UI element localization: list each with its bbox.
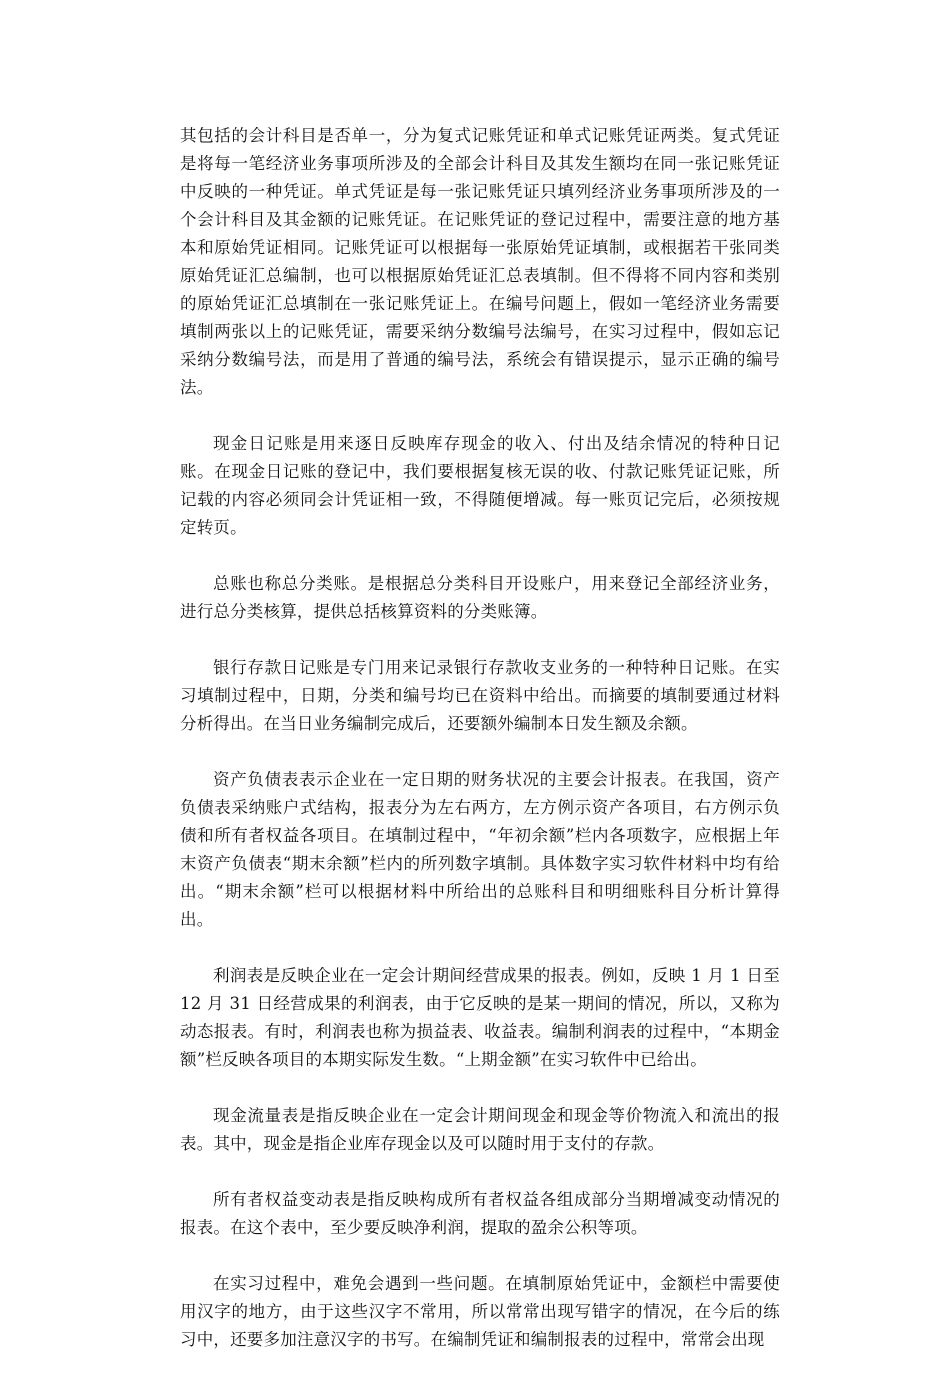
paragraph-income-statement: 利润表是反映企业在一定会计期间经营成果的报表。例如，反映 1 月 1 日至 12 月 31 日经营成果的利润表，由于它反映的是某一期间的情况，所以，又称为动态报表。有时，利润表也称为损益表、收益表。编制利润表的过程中，“本期金额”栏反映各项目的本期实际发生数。“上期金额”在实习软件中已给出。 <box>180 966 780 1069</box>
paragraph-equity-changes: 所有者权益变动表是指反映构成所有者权益各组成部分当期增减变动情况的报表。在这个表中，至少要反映净利润，提取的盈余公积等项。 <box>180 1190 780 1237</box>
paragraph-bank-journal: 银行存款日记账是专门用来记录银行存款收支业务的一种特种日记账。在实习填制过程中，日期，分类和编号均已在资料中给出。而摘要的填制要通过材料分析得出。在当日业务编制完成后，还要额外编制本日发生额及余额。 <box>180 658 780 733</box>
paragraph-cash-journal: 现金日记账是用来逐日反映库存现金的收入、付出及结余情况的特种日记账。在现金日记账的登记中，我们要根据复核无误的收、付款记账凭证记账，所记载的内容必须同会计凭证相一致，不得随便增减。每一账页记完后，必须按规定转页。 <box>180 434 780 537</box>
paragraph-cash-flow: 现金流量表是指反映企业在一定会计期间现金和现金等价物流入和流出的报表。其中，现金是指企业库存现金以及可以随时用于支付的存款。 <box>180 1106 780 1153</box>
document-body <box>180 122 780 1382</box>
paragraph-general-ledger: 总账也称总分类账。是根据总分类科目开设账户，用来登记全部经济业务，进行总分类核算，提供总括核算资料的分类账簿。 <box>180 574 780 621</box>
paragraph-practice-problems: 在实习过程中，难免会遇到一些问题。在填制原始凭证中，金额栏中需要使用汉字的地方，由于这些汉字不常用，所以常常出现写错字的情况，在今后的练习中，还要多加注意汉字的书写。在编制凭证和编制报表的过程中，常常会出现 <box>180 1274 780 1349</box>
paragraph-balance-sheet: 资产负债表表示企业在一定日期的财务状况的主要会计报表。在我国，资产负债表采纳账户式结构，报表分为左右两方，左方例示资产各项目，右方例示负债和所有者权益各项目。在填制过程中，“年初余额”栏内各项数字，应根据上年末资产负债表“期末余额”栏内的所列数字填制。具体数字实习软件材料中均有给出。“期末余额”栏可以根据材料中所给出的总账科目和明细账科目分析计算得出。 <box>180 770 780 929</box>
paragraph-voucher-types: 其包括的会计科目是否单一，分为复式记账凭证和单式记账凭证两类。复式凭证是将每一笔经济业务事项所涉及的全部会计科目及其发生额均在同一张记账凭证中反映的一种凭证。单式凭证是每一张记账凭证只填列经济业务事项所涉及的一个会计科目及其金额的记账凭证。在记账凭证的登记过程中，需要注意的地方基本和原始凭证相同。记账凭证可以根据每一张原始凭证填制，或根据若干张同类原始凭证汇总编制，也可以根据原始凭证汇总表填制。但不得将不同内容和类别的原始凭证汇总填制在一张记账凭证上。在编号问题上，假如一笔经济业务需要填制两张以上的记账凭证，需要采纳分数编号法编号，在实习过程中，假如忘记采纳分数编号法，而是用了普通的编号法，系统会有错误提示，显示正确的编号法。 <box>180 126 780 397</box>
